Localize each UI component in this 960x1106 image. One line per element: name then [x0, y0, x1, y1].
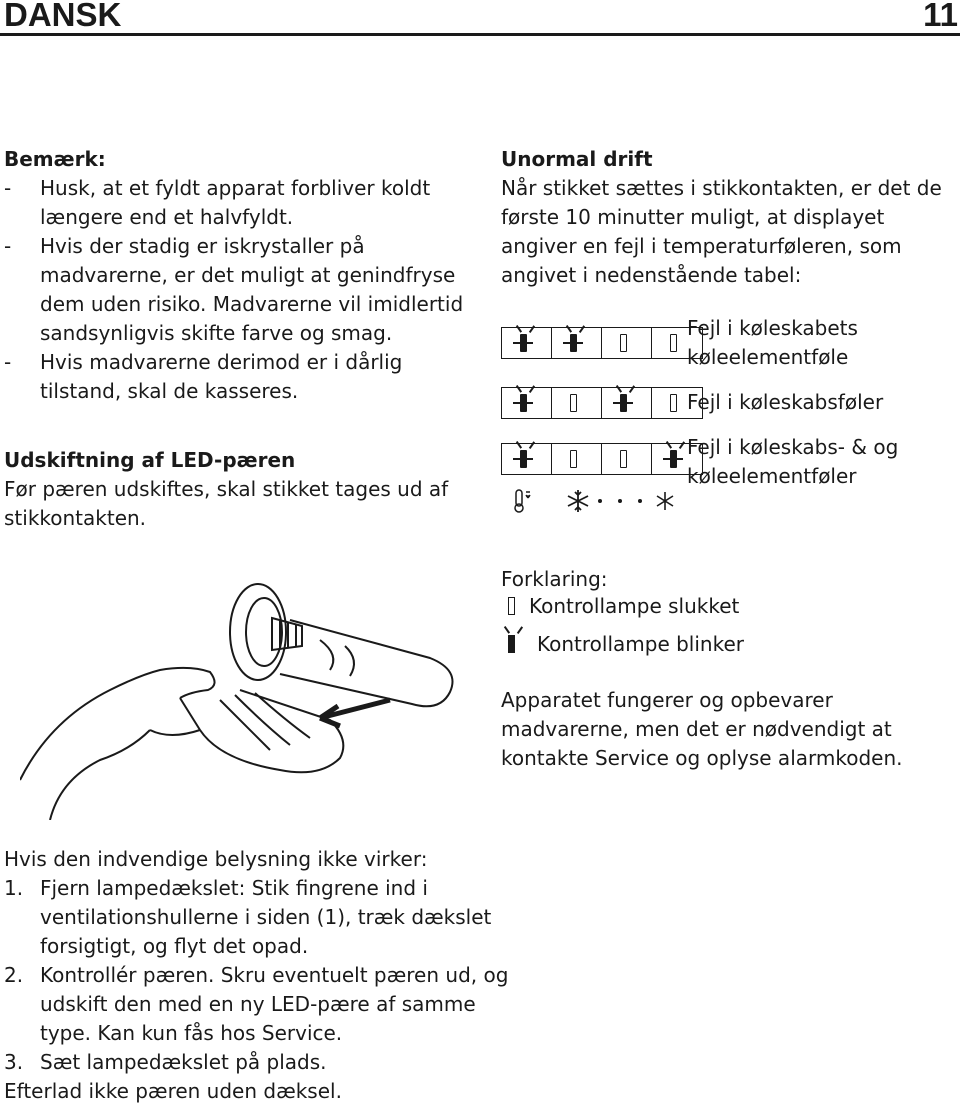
right-column — [501, 145, 951, 290]
display-panel — [501, 443, 703, 475]
error-label-line: køleelementføler — [687, 464, 857, 488]
light-issue-section — [4, 845, 524, 1106]
error-label-line: Fejl i køleskabsføler — [687, 390, 884, 414]
display-panel — [501, 387, 703, 419]
error-display-row-1 — [501, 327, 703, 359]
service-note: Apparatet fungerer og opbevarer madvarerne, men det er nødvendigt at kontakte Service og oplyse alarmkoden. — [501, 688, 903, 770]
light-issue-steps — [4, 874, 524, 1077]
lamp-off — [570, 394, 577, 412]
step-number: 3. — [4, 1050, 24, 1074]
lamp-blinking — [520, 334, 527, 352]
left-column — [4, 145, 474, 533]
display-segment — [502, 388, 552, 418]
lamp-off — [570, 450, 577, 468]
language-label: DANSK — [4, 0, 122, 33]
display-segment — [502, 328, 552, 358]
display-panel — [501, 327, 703, 359]
display-segment — [502, 444, 552, 474]
note-item: - Husk, at et fyldt apparat forbliver koldt længere end et halvfyldt. — [4, 174, 474, 232]
display-segment — [602, 328, 652, 358]
lamp-blinking — [520, 394, 527, 412]
lamp-blinking — [670, 450, 677, 468]
led-title: Udskiftning af LED-pæren — [4, 448, 296, 472]
error-label-line: Fejl i køleskabs- & og — [687, 435, 899, 459]
light-issue-closing: Efterlad ikke pæren uden dæksel. — [4, 1079, 342, 1103]
thermometer-icon — [512, 488, 534, 514]
page-header — [0, 0, 960, 36]
step-text: Sæt lampedækslet på plads. — [40, 1050, 327, 1074]
legend-blink-label: Kontrollampe blinker — [537, 632, 744, 656]
error-label-line: køleelementføle — [687, 345, 849, 369]
lamp-blinking — [520, 450, 527, 468]
display-segment — [552, 328, 602, 358]
dots-separator-icon — [595, 496, 655, 506]
lamp-blinking — [620, 394, 627, 412]
abnormal-body: Når stikket sættes i stikkontakten, er det de første 10 minutter muligt, at displayet angiver en fejl i temperaturføleren, som angivet i nedenstående tabel: — [501, 176, 942, 287]
step-number: 2. — [4, 963, 24, 987]
step-item — [4, 1048, 524, 1077]
error-label-2 — [687, 388, 883, 417]
freezer-snowflake-icon — [654, 490, 676, 512]
legend-off-label: Kontrollampe slukket — [529, 594, 740, 618]
note-item: - Hvis der stadig er iskrystaller på madvarerne, er det muligt at genindfryse dem uden risiko. Madvarerne vil imidlertid sandsynligvis skifte farve og smag. — [4, 232, 474, 348]
note-list — [4, 174, 474, 406]
note-title: Bemærk: — [4, 147, 106, 171]
display-segment — [602, 388, 652, 418]
lamp-off — [620, 334, 627, 352]
error-display-row-3 — [501, 443, 703, 475]
lamp-blinking-icon — [508, 635, 515, 653]
display-segment — [602, 444, 652, 474]
step-text: Fjern lampedækslet: Stik fingrene ind i ventilationshullerne i siden (1), træk dækslet forsigtigt, og flyt det opad. — [40, 876, 492, 958]
led-body: Før pæren udskiftes, skal stikket tages ud af stikkontakten. — [4, 477, 449, 530]
page-number: 11 — [923, 0, 958, 33]
step-item — [4, 961, 524, 1048]
fridge-snowflake-icon — [565, 488, 591, 514]
lamp-blinking — [570, 334, 577, 352]
light-issue-intro: Hvis den indvendige belysning ikke virker: — [4, 847, 428, 871]
legend-blink-row — [508, 632, 744, 656]
error-label-line: Fejl i køleskabets — [687, 316, 858, 340]
lamp-off — [670, 334, 677, 352]
error-label-1 — [687, 314, 858, 372]
lamp-off — [620, 450, 627, 468]
error-display-row-2 — [501, 387, 703, 419]
display-segment — [552, 388, 602, 418]
step-item — [4, 874, 524, 961]
error-label-3 — [687, 433, 898, 491]
display-segment — [552, 444, 602, 474]
lamp-off-icon — [508, 597, 515, 615]
lamp-cover-illustration — [20, 580, 480, 820]
step-number: 1. — [4, 876, 24, 900]
legend-off-row — [508, 594, 739, 618]
step-text: Kontrollér pæren. Skru eventuelt pæren ud, og udskift den med en ny LED-pære af samme type. Kan kun fås hos Service. — [40, 963, 509, 1045]
note-item: - Hvis madvarerne derimod er i dårlig tilstand, skal de kasseres. — [4, 348, 474, 406]
abnormal-title: Unormal drift — [501, 147, 653, 171]
legend-title: Forklaring: — [501, 567, 608, 591]
lamp-off — [670, 394, 677, 412]
